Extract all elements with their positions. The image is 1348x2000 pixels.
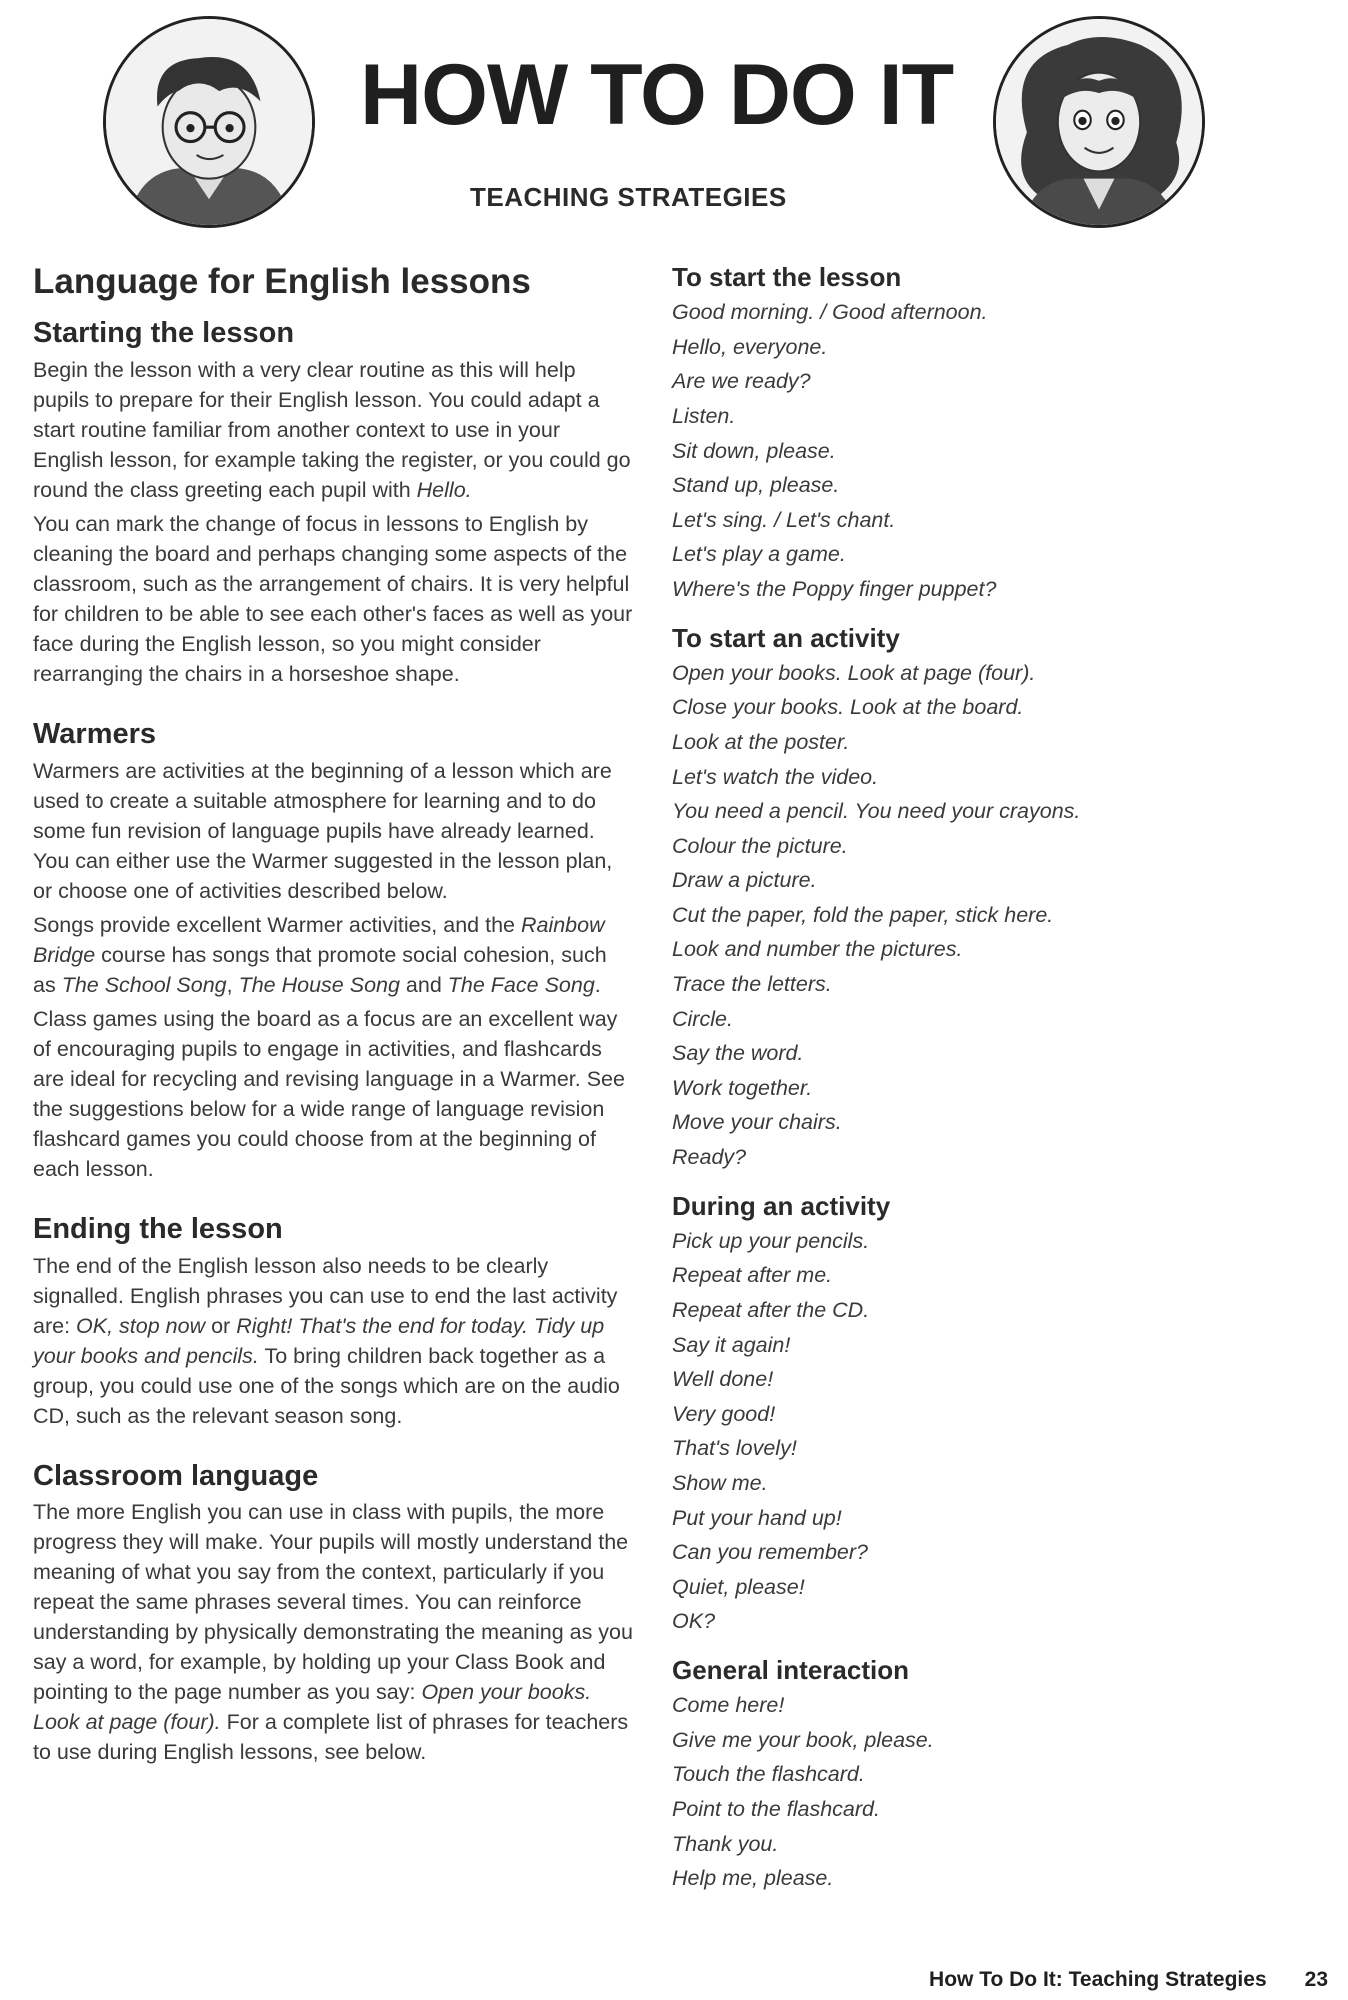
phrase-item: Help me, please. xyxy=(672,1866,834,1891)
ending-lesson-paragraph: The end of the English lesson also needs to be clearly signalled. English phrases you can use to end the last activity are: OK, stop now or Right! That's the end for today. Tidy up your books and pencils. To bring children back together as a group, you could use one of the songs which are on the audio CD, such as the relevant season song. xyxy=(33,1253,620,1428)
phrase-list xyxy=(672,1224,1312,1639)
during-activity-phrases xyxy=(672,1191,1312,1639)
general-interaction-phrases xyxy=(672,1655,1312,1896)
phrase-item: Give me your book, please. xyxy=(672,1727,934,1752)
phrase-list xyxy=(672,656,1312,1175)
girl-portrait-illustration xyxy=(993,16,1205,228)
phrase-item: Let's play a game. xyxy=(672,542,846,567)
page-footer xyxy=(929,1968,1328,1992)
start-lesson-phrases xyxy=(672,262,1312,607)
warmers-paragraph-1: Warmers are activities at the beginning of a lesson which are used to create a suitable atmosphere for learning and to do some fun revision of language pupils have already learned. You can either use the Warmer suggested in the lesson plan, or choose one of activities described below. xyxy=(33,758,613,903)
phrase-item: Hello, everyone. xyxy=(672,334,828,359)
starting-lesson-paragraph-1: Begin the lesson with a very clear routine as this will help pupils to prepare for their English lesson. You could adapt a start routine familiar from another context to use in your English lesson, for example taking the register, or you could go round the class greeting each pupil with Hello. xyxy=(33,358,631,503)
warmers-heading: Warmers xyxy=(33,718,157,751)
phrase-item: Say the word. xyxy=(672,1041,804,1066)
phrase-item: Draw a picture. xyxy=(672,868,817,893)
boy-portrait-illustration xyxy=(103,16,315,228)
ending-lesson-heading: Ending the lesson xyxy=(33,1212,283,1245)
starting-lesson-heading: Starting the lesson xyxy=(33,317,295,350)
phrase-item: Touch the flashcard. xyxy=(672,1762,865,1787)
during-activity-heading: During an activity xyxy=(672,1190,891,1221)
phrase-item: Good morning. / Good afternoon. xyxy=(672,300,988,325)
phrase-item: Let's sing. / Let's chant. xyxy=(672,507,896,532)
phrase-item: Look at the poster. xyxy=(672,729,850,754)
start-lesson-heading: To start the lesson xyxy=(672,262,902,292)
general-interaction-heading: General interaction xyxy=(672,1654,909,1685)
section-title: Language for English lessons xyxy=(33,262,531,301)
phrase-item: Work together. xyxy=(672,1075,813,1100)
warmers-section xyxy=(33,717,633,1184)
phrase-item: Stand up, please. xyxy=(672,473,840,498)
phrase-item: That's lovely! xyxy=(672,1436,797,1461)
phrase-item: Show me. xyxy=(672,1470,768,1495)
phrase-item: Circle. xyxy=(672,1006,733,1031)
phrase-item: Put your hand up! xyxy=(672,1505,842,1530)
phrase-item: Listen. xyxy=(672,403,736,428)
phrase-item: Cut the paper, fold the paper, stick here. xyxy=(672,902,1054,927)
phrase-item: You need a pencil. You need your crayons. xyxy=(672,799,1081,824)
phrase-item: Well done! xyxy=(672,1367,774,1392)
left-column xyxy=(33,262,633,1795)
phrase-item: Trace the letters. xyxy=(672,972,832,997)
phrase-item: Look and number the pictures. xyxy=(672,937,963,962)
phrase-item: OK? xyxy=(672,1609,716,1634)
phrase-item: Colour the picture. xyxy=(672,833,848,858)
phrase-item: Open your books. Look at page (four). xyxy=(672,660,1036,685)
warmers-paragraph-3: Class games using the board as a focus are an excellent way of encouraging pupils to engage in activities, and flashcards are ideal for recycling and revising language in a Warmer. See the suggestions below for a wide range of language revision flashcard games you could choose from at the beginning of each lesson. xyxy=(33,1006,625,1181)
phrase-item: Move your chairs. xyxy=(672,1110,842,1135)
phrase-item: Quiet, please! xyxy=(672,1574,805,1599)
phrase-item: Ready? xyxy=(672,1145,747,1170)
ending-lesson-section xyxy=(33,1212,633,1431)
phrase-item: Are we ready? xyxy=(672,369,811,394)
phrase-item: Point to the flashcard. xyxy=(672,1796,880,1821)
page-subtitle: TEACHING STRATEGIES xyxy=(470,182,787,212)
phrase-list xyxy=(672,295,1312,606)
phrase-item: Repeat after the CD. xyxy=(672,1298,870,1322)
phrase-item: Repeat after me. xyxy=(672,1263,833,1288)
footer-label: How To Do It: Teaching Strategies xyxy=(929,1968,1267,1991)
phrase-item: Very good! xyxy=(672,1401,776,1426)
phrase-item: Pick up your pencils. xyxy=(672,1228,870,1253)
right-column xyxy=(672,262,1312,1912)
classroom-language-section xyxy=(33,1459,633,1768)
phrase-item: Where's the Poppy finger puppet? xyxy=(672,576,997,601)
classroom-language-heading: Classroom language xyxy=(33,1459,319,1492)
warmers-paragraph-2: Songs provide excellent Warmer activities, and the Rainbow Bridge course has songs that promote social cohesion, such as The School Song, The House Song and The Face Song. xyxy=(33,912,607,997)
phrase-list xyxy=(672,1688,1312,1896)
start-activity-heading: To start an activity xyxy=(672,622,900,653)
phrase-item: Let's watch the video. xyxy=(672,764,879,789)
phrase-item: Can you remember? xyxy=(672,1540,868,1565)
phrase-item: Say it again! xyxy=(672,1332,791,1357)
phrase-item: Come here! xyxy=(672,1693,785,1718)
start-activity-phrases xyxy=(672,623,1312,1175)
starting-lesson-section xyxy=(33,316,633,689)
classroom-language-paragraph: The more English you can use in class with pupils, the more progress they will make. Your pupils will mostly understand the meaning of what you say from the context, particularly if you repeat the same phrases several times. You can reinforce understanding by physically demonstrating the meaning as you say a word, for example, by holding up your Class Book and pointing to the page number as you say: Open your books. Look at page (four). For a complete list of phrases for teachers to use during English lessons, see below. xyxy=(33,1500,633,1765)
phrase-item: Sit down, please. xyxy=(672,438,836,463)
starting-lesson-paragraph-2: You can mark the change of focus in lessons to English by cleaning the board and perhaps changing some aspects of the classroom, such as the arrangement of chairs. It is very helpful for children to be able to see each other's faces as well as your face during the English lesson, so you might consider rearranging the chairs in a horseshoe shape. xyxy=(33,512,633,687)
phrase-item: Close your books. Look at the board. xyxy=(672,695,1024,720)
phrase-item: Thank you. xyxy=(672,1831,779,1856)
page-number: 23 xyxy=(1304,1968,1328,1991)
page-title: HOW TO DO IT xyxy=(360,47,954,143)
